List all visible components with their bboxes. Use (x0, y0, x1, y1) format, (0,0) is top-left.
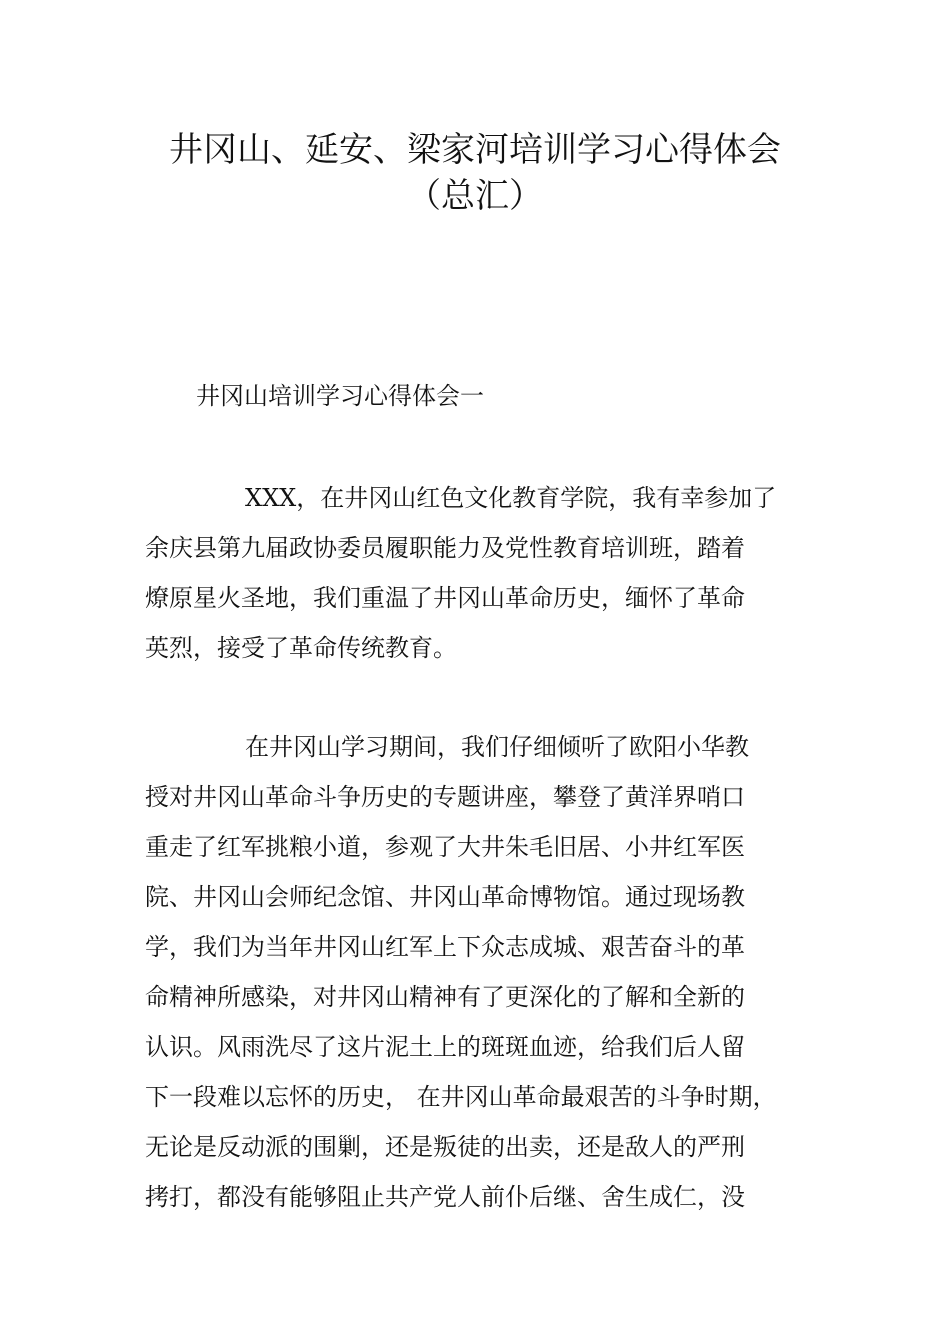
paragraph-1 (145, 473, 835, 673)
paragraph-line: 认识。风雨洗尽了这片泥土上的斑斑血迹，给我们后人留 (145, 1033, 745, 1061)
paragraph-2 (145, 722, 835, 1222)
paragraph-line: XXX，在井冈山红色文化教育学院，我有幸参加了 (245, 484, 777, 512)
paragraph-line: 重走了红军挑粮小道，参观了大井朱毛旧居、小井红军医 (145, 833, 745, 861)
paragraph-line: 英烈，接受了革命传统教育。 (145, 634, 457, 662)
section-heading: 井冈山培训学习心得体会一 (196, 382, 484, 410)
paragraph-line: 院、井冈山会师纪念馆、井冈山革命博物馆。通过现场教 (145, 883, 745, 911)
paragraph-line: 无论是反动派的围剿，还是叛徒的出卖，还是敌人的严刑 (145, 1133, 745, 1161)
paragraph-line: 命精神所感染，对井冈山精神有了更深化的了解和全新的 (145, 983, 745, 1011)
paragraph-line: 授对井冈山革命斗争历史的专题讲座，攀登了黄洋界哨口 (145, 783, 745, 811)
document-title: 井冈山、延安、梁家河培训学习心得体会 (169, 130, 781, 170)
paragraph-line: 下一段难以忘怀的历史， 在井冈山革命最艰苦的斗争时期， (145, 1083, 777, 1111)
paragraph-line: 在井冈山学习期间，我们仔细倾听了欧阳小华教 (245, 733, 749, 761)
paragraph-line: 拷打，都没有能够阻止共产党人前仆后继、舍生成仁，没 (145, 1183, 745, 1211)
document-title-suffix: （总汇） (407, 176, 543, 216)
paragraph-line: 余庆县第九届政协委员履职能力及党性教育培训班，踏着 (145, 534, 745, 562)
paragraph-line: 学，我们为当年井冈山红军上下众志成城、艰苦奋斗的革 (145, 933, 745, 961)
paragraph-line: 燎原星火圣地，我们重温了井冈山革命历史，缅怀了革命 (145, 584, 745, 612)
